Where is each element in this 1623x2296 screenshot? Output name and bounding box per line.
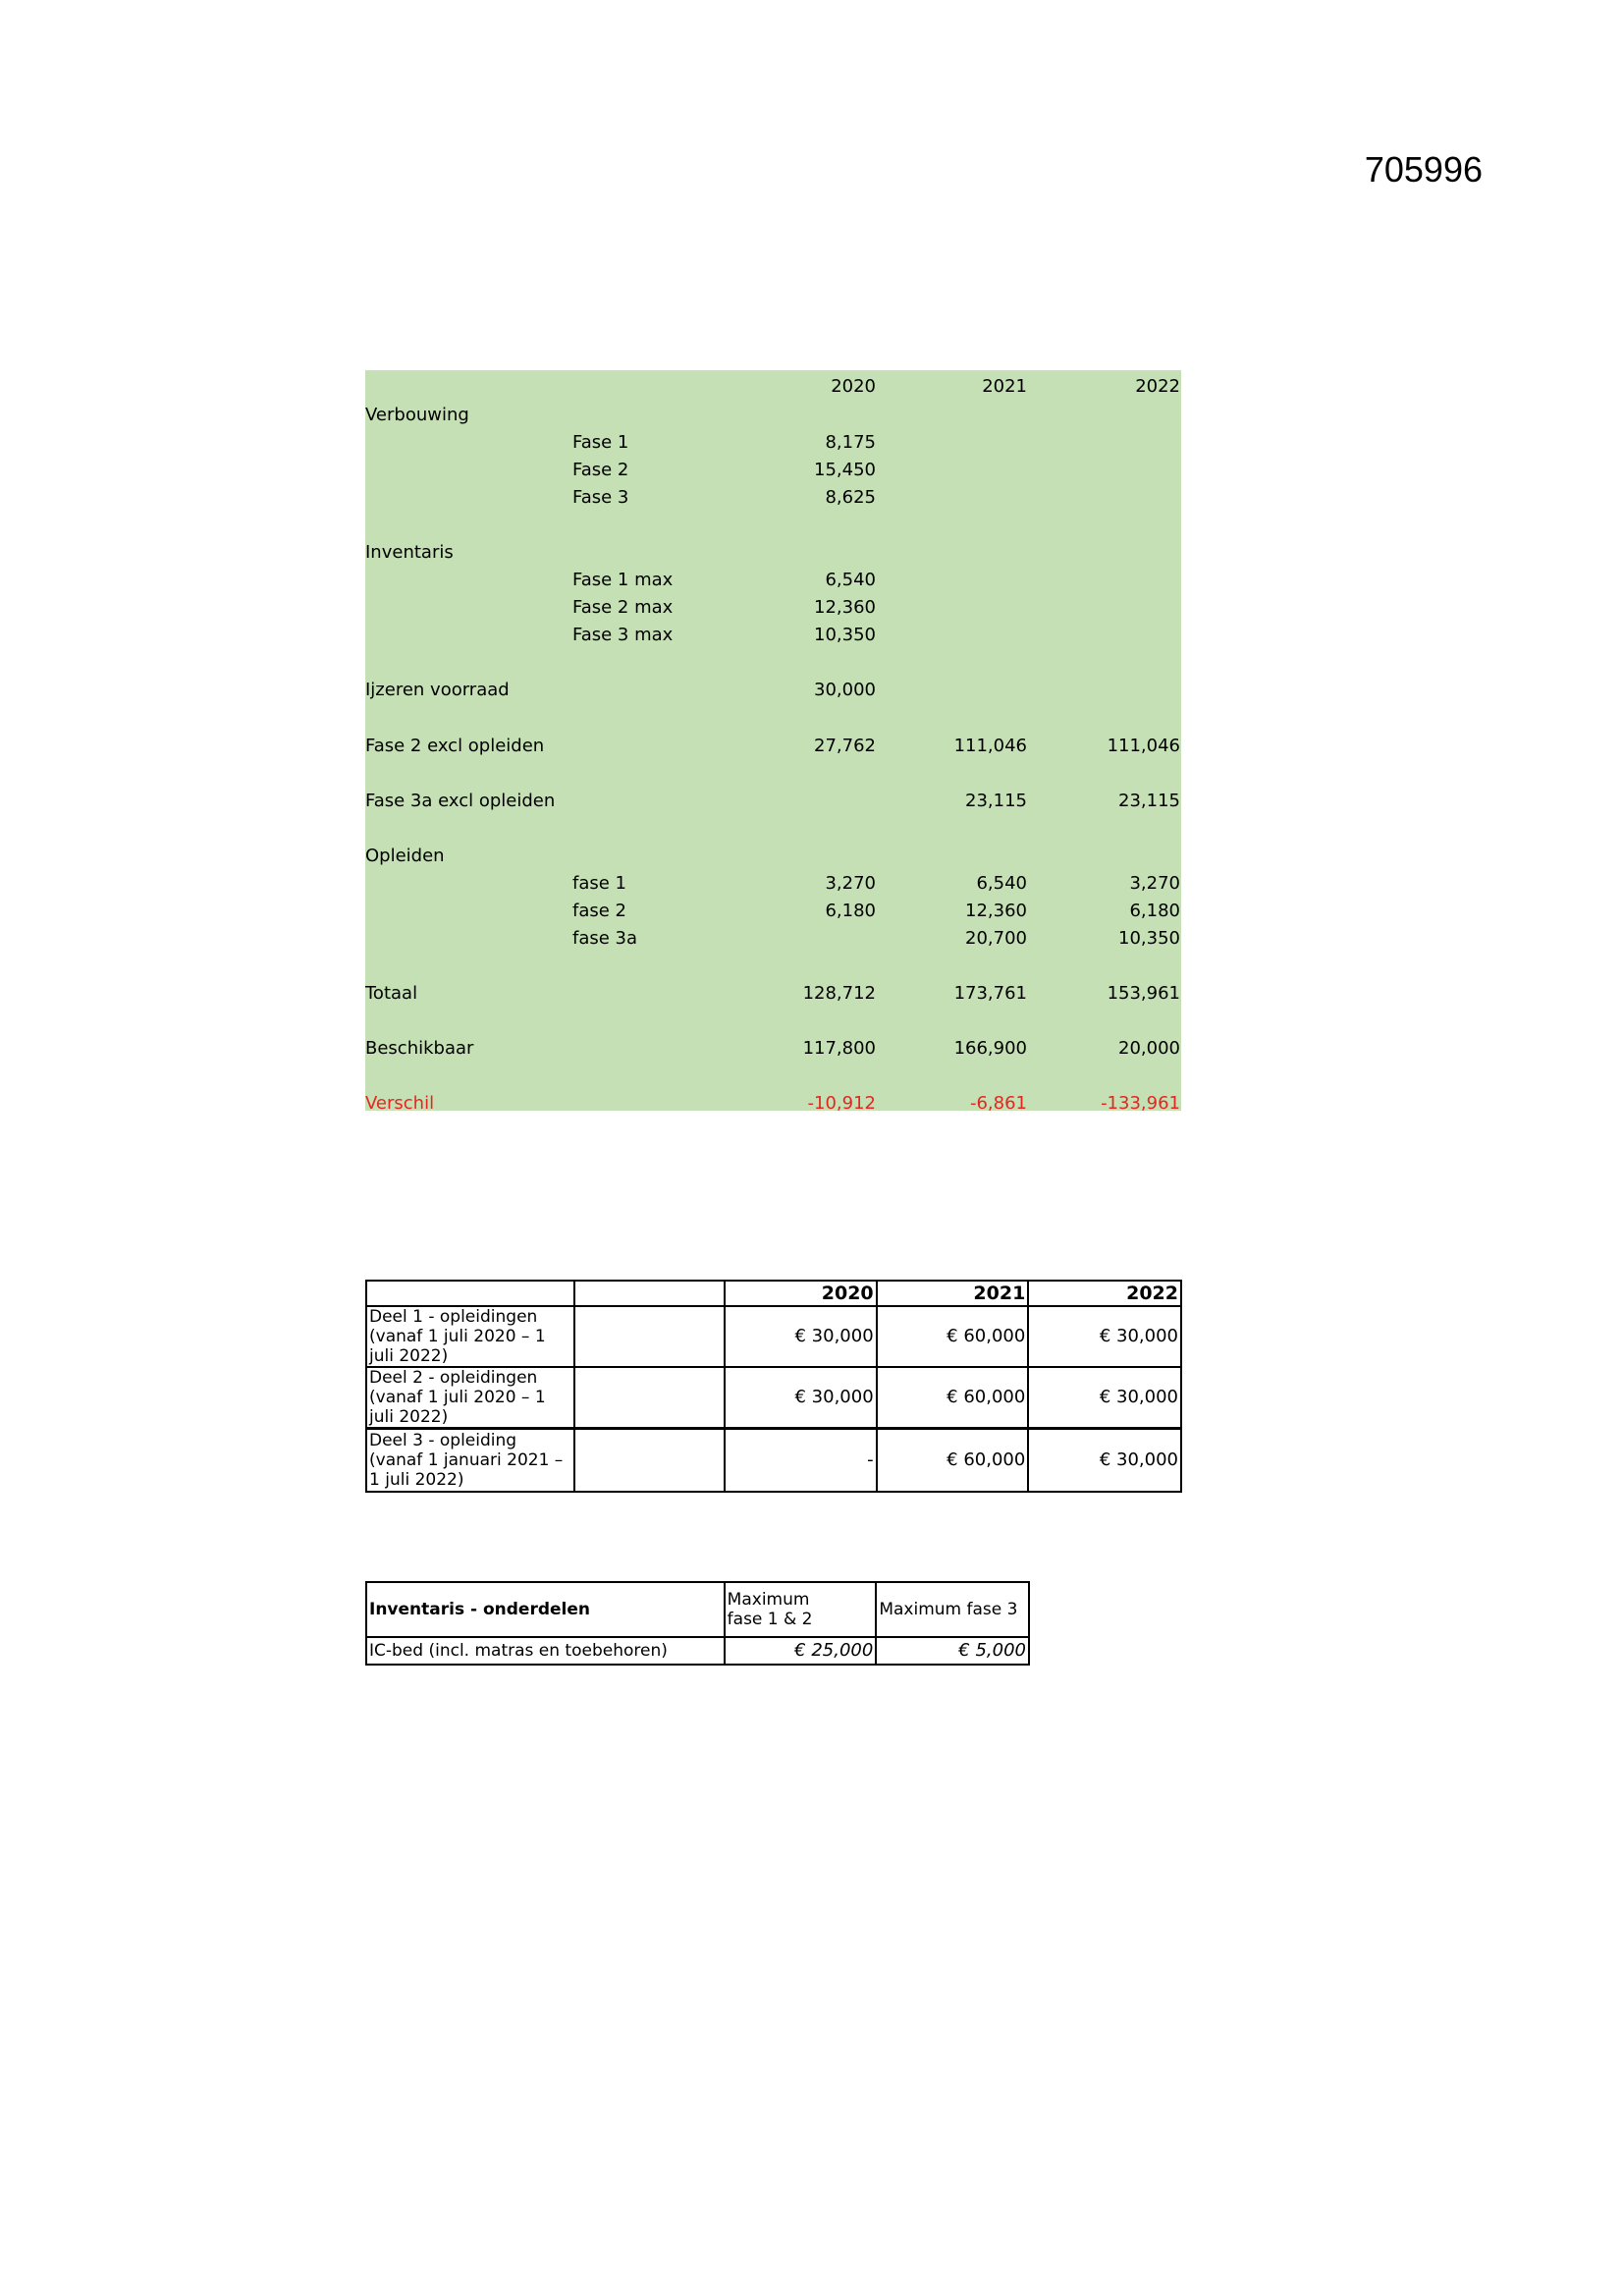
amount-2020: 30,000 bbox=[814, 680, 876, 700]
row-sublabel: Fase 1 max bbox=[572, 570, 674, 590]
table-row bbox=[366, 1429, 1181, 1492]
amount-2020: 12,360 bbox=[814, 597, 876, 618]
amount-2021: 20,700 bbox=[965, 928, 1027, 949]
amount-2022: 3,270 bbox=[1129, 873, 1180, 894]
row-description: Deel 3 - opleiding (vanaf 1 januari 2021 – 1 juli 2022) bbox=[366, 1429, 574, 1492]
table-row bbox=[366, 1306, 1181, 1367]
row-label: Inventaris bbox=[365, 542, 454, 563]
budget-overview bbox=[365, 370, 1181, 1114]
inventory-parts-table bbox=[365, 1581, 1030, 1666]
amount-2020: 117,800 bbox=[802, 1038, 876, 1059]
budget-row bbox=[365, 484, 1181, 512]
table-header-row bbox=[366, 1281, 1181, 1306]
row-label: Fase 3a excl opleiden bbox=[365, 791, 556, 811]
amount-2020: -10,912 bbox=[807, 1093, 876, 1114]
amount-cell: € 60,000 bbox=[877, 1429, 1029, 1492]
row-label: Verbouwing bbox=[365, 405, 469, 425]
budget-row bbox=[365, 677, 1181, 704]
inventory-header-label: Inventaris - onderdelen bbox=[366, 1582, 725, 1637]
amount-2020: 6,540 bbox=[825, 570, 876, 590]
amount-cell: € 25,000 bbox=[725, 1637, 877, 1665]
budget-row bbox=[365, 402, 1181, 429]
row-sublabel: fase 2 bbox=[572, 901, 626, 921]
year-header: 2021 bbox=[877, 1281, 1029, 1306]
row-description: Deel 1 - opleidingen (vanaf 1 juli 2020 – 1 juli 2022) bbox=[366, 1306, 574, 1367]
budget-row bbox=[365, 429, 1181, 457]
amount-2021: 23,115 bbox=[965, 791, 1027, 811]
row-description: Deel 2 - opleidingen (vanaf 1 juli 2020 – 1 juli 2022) bbox=[366, 1367, 574, 1429]
amount-2020: 6,180 bbox=[825, 901, 876, 921]
document-number: 705996 bbox=[1364, 149, 1483, 190]
row-sublabel: fase 3a bbox=[572, 928, 638, 949]
amount-cell: € 30,000 bbox=[1028, 1367, 1181, 1429]
year-header: 2020 bbox=[725, 1281, 877, 1306]
table-row bbox=[366, 1367, 1181, 1429]
item-label: IC-bed (incl. matras en toebehoren) bbox=[366, 1637, 725, 1665]
training-costs-table bbox=[365, 1280, 1182, 1493]
budget-row bbox=[365, 567, 1181, 594]
amount-2022: 153,961 bbox=[1107, 983, 1180, 1004]
amount-2021: 166,900 bbox=[953, 1038, 1027, 1059]
amount-2021: 12,360 bbox=[965, 901, 1027, 921]
year-header: 2021 bbox=[982, 376, 1027, 397]
amount-cell: € 30,000 bbox=[725, 1367, 877, 1429]
budget-row bbox=[365, 1090, 1181, 1118]
amount-cell: € 30,000 bbox=[725, 1306, 877, 1367]
row-label: Opleiden bbox=[365, 846, 445, 866]
budget-row bbox=[365, 788, 1181, 815]
amount-2020: 27,762 bbox=[814, 736, 876, 756]
budget-row bbox=[365, 1035, 1181, 1063]
amount-cell: € 5,000 bbox=[876, 1637, 1029, 1665]
budget-row bbox=[365, 457, 1181, 484]
budget-row bbox=[365, 925, 1181, 953]
table-row bbox=[366, 1637, 1029, 1665]
row-label: Fase 2 excl opleiden bbox=[365, 736, 545, 756]
table-header-row bbox=[366, 1582, 1029, 1637]
budget-row bbox=[365, 898, 1181, 925]
amount-2020: 15,450 bbox=[814, 460, 876, 480]
amount-2021: -6,861 bbox=[969, 1093, 1027, 1114]
amount-2022: 23,115 bbox=[1118, 791, 1180, 811]
budget-row bbox=[365, 843, 1181, 870]
amount-2022: 6,180 bbox=[1129, 901, 1180, 921]
row-sublabel: fase 1 bbox=[572, 873, 626, 894]
row-label: Ijzeren voorraad bbox=[365, 680, 510, 700]
year-header: 2022 bbox=[1135, 376, 1180, 397]
column-header: Maximum fase 3 bbox=[876, 1582, 1029, 1637]
row-sublabel: Fase 3 max bbox=[572, 625, 674, 645]
year-header: 2020 bbox=[831, 376, 876, 397]
amount-cell: € 60,000 bbox=[877, 1306, 1029, 1367]
row-sublabel: Fase 1 bbox=[572, 432, 629, 453]
amount-2022: -133,961 bbox=[1101, 1093, 1180, 1114]
budget-row bbox=[365, 980, 1181, 1008]
amount-cell: - bbox=[725, 1429, 877, 1492]
row-label: Verschil bbox=[365, 1093, 435, 1114]
row-label: Totaal bbox=[365, 983, 418, 1004]
amount-2021: 173,761 bbox=[953, 983, 1027, 1004]
row-sublabel: Fase 3 bbox=[572, 487, 629, 508]
row-label: Beschikbaar bbox=[365, 1038, 474, 1059]
amount-2020: 8,625 bbox=[825, 487, 876, 508]
year-header: 2022 bbox=[1028, 1281, 1181, 1306]
amount-2020: 128,712 bbox=[802, 983, 876, 1004]
row-sublabel: Fase 2 bbox=[572, 460, 629, 480]
amount-2020: 3,270 bbox=[825, 873, 876, 894]
row-sublabel: Fase 2 max bbox=[572, 597, 674, 618]
column-header: Maximum fase 1 & 2 bbox=[725, 1582, 877, 1637]
budget-header-row bbox=[365, 373, 1181, 401]
budget-row bbox=[365, 594, 1181, 622]
amount-cell: € 30,000 bbox=[1028, 1306, 1181, 1367]
amount-2020: 8,175 bbox=[825, 432, 876, 453]
amount-cell: € 60,000 bbox=[877, 1367, 1029, 1429]
amount-2022: 10,350 bbox=[1118, 928, 1180, 949]
amount-2021: 111,046 bbox=[953, 736, 1027, 756]
budget-row bbox=[365, 733, 1181, 760]
budget-row bbox=[365, 539, 1181, 567]
amount-2022: 111,046 bbox=[1107, 736, 1180, 756]
amount-2022: 20,000 bbox=[1118, 1038, 1180, 1059]
budget-row bbox=[365, 870, 1181, 898]
budget-row bbox=[365, 622, 1181, 649]
amount-2020: 10,350 bbox=[814, 625, 876, 645]
amount-2021: 6,540 bbox=[976, 873, 1027, 894]
amount-cell: € 30,000 bbox=[1028, 1429, 1181, 1492]
